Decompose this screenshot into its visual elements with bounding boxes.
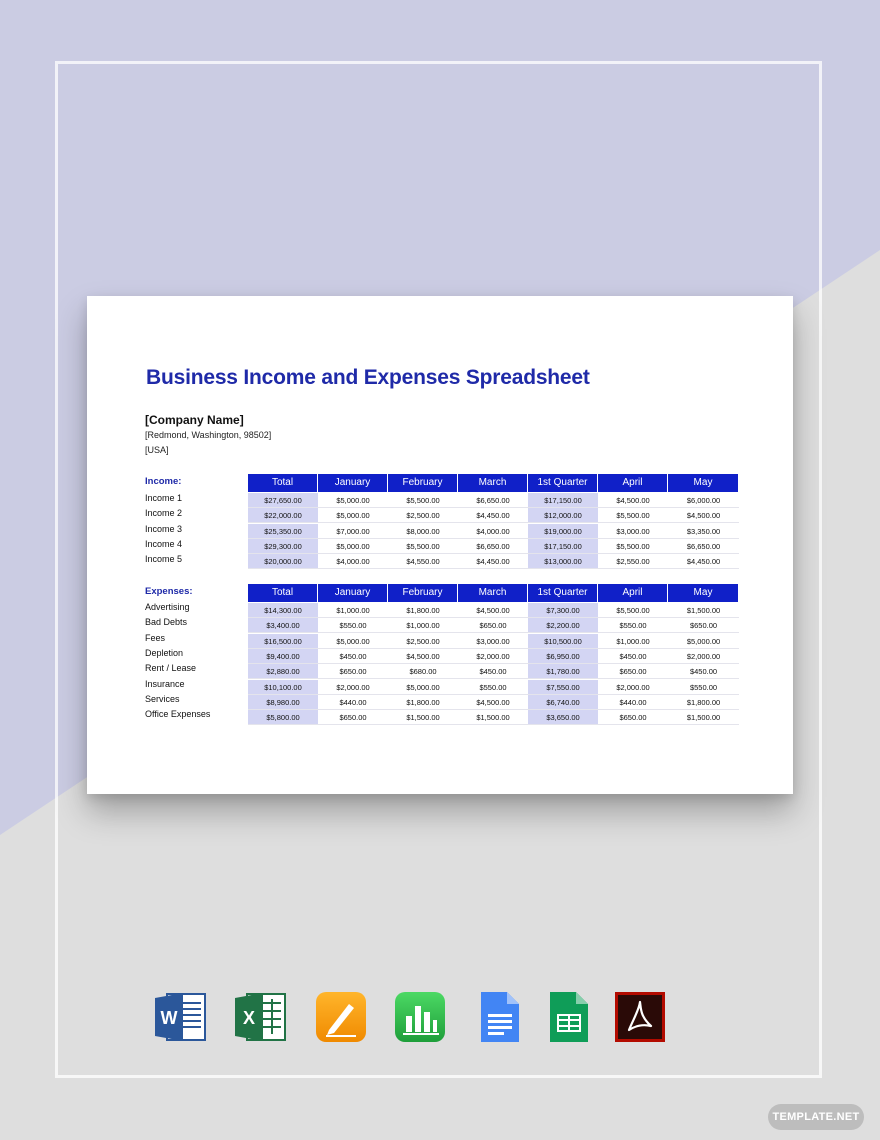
table-cell[interactable]: $3,000.00 xyxy=(458,634,528,649)
table-cell[interactable]: $16,500.00 xyxy=(248,634,318,649)
google-docs-icon[interactable] xyxy=(473,990,527,1044)
table-cell[interactable]: $6,950.00 xyxy=(528,649,598,664)
table-cell[interactable]: $650.00 xyxy=(668,618,739,633)
pdf-icon[interactable] xyxy=(613,990,667,1044)
table-cell[interactable]: $6,000.00 xyxy=(668,493,739,508)
column-header: March xyxy=(458,584,528,602)
column-header: 1st Quarter xyxy=(528,474,598,492)
table-cell[interactable]: $1,800.00 xyxy=(668,695,739,710)
table-cell[interactable]: $5,500.00 xyxy=(598,603,668,618)
table-cell[interactable]: $19,000.00 xyxy=(528,524,598,539)
table-cell[interactable]: $7,000.00 xyxy=(318,524,388,539)
table-cell[interactable]: $440.00 xyxy=(598,695,668,710)
column-header: February xyxy=(388,584,458,602)
google-sheets-icon[interactable] xyxy=(542,990,596,1044)
table-cell[interactable]: $17,150.00 xyxy=(528,539,598,554)
table-cell[interactable]: $4,500.00 xyxy=(458,603,528,618)
table-cell[interactable]: $2,000.00 xyxy=(458,649,528,664)
expenses-row-label: Fees xyxy=(145,632,166,643)
table-cell[interactable]: $4,450.00 xyxy=(458,554,528,569)
table-cell[interactable]: $440.00 xyxy=(318,695,388,710)
table-cell[interactable]: $650.00 xyxy=(318,710,388,725)
table-cell[interactable]: $4,000.00 xyxy=(318,554,388,569)
table-cell[interactable]: $4,450.00 xyxy=(668,554,739,569)
table-cell[interactable]: $3,350.00 xyxy=(668,524,739,539)
table-cell[interactable]: $550.00 xyxy=(458,680,528,695)
table-cell[interactable]: $13,000.00 xyxy=(528,554,598,569)
spreadsheet-page xyxy=(87,296,793,794)
table-cell[interactable]: $17,150.00 xyxy=(528,493,598,508)
table-cell[interactable]: $1,780.00 xyxy=(528,664,598,679)
table-cell[interactable]: $4,500.00 xyxy=(388,649,458,664)
table-cell[interactable]: $1,500.00 xyxy=(458,710,528,725)
table-cell[interactable]: $12,000.00 xyxy=(528,508,598,523)
table-cell[interactable]: $4,500.00 xyxy=(598,493,668,508)
document-title: Business Income and Expenses Spreadsheet xyxy=(146,366,590,389)
table-cell[interactable]: $20,000.00 xyxy=(248,554,318,569)
svg-text:X: X xyxy=(242,1008,256,1028)
column-header: Total xyxy=(248,584,318,602)
word-icon[interactable] xyxy=(153,990,207,1044)
table-cell[interactable]: $6,650.00 xyxy=(458,493,528,508)
svg-text:W: W xyxy=(160,1008,178,1028)
column-header: March xyxy=(458,474,528,492)
table-cell[interactable]: $650.00 xyxy=(598,710,668,725)
table-cell[interactable]: $9,400.00 xyxy=(248,649,318,664)
expenses-row-label: Rent / Lease xyxy=(145,663,197,674)
pages-icon[interactable] xyxy=(314,990,368,1044)
table-cell[interactable]: $7,300.00 xyxy=(528,603,598,618)
company-name: [Company Name] xyxy=(145,413,244,427)
table-cell[interactable]: $25,350.00 xyxy=(248,524,318,539)
table-cell[interactable]: $2,550.00 xyxy=(598,554,668,569)
template-net-watermark: TEMPLATE.NET xyxy=(768,1104,864,1130)
table-cell[interactable]: $1,500.00 xyxy=(668,710,739,725)
table-cell[interactable]: $6,650.00 xyxy=(668,539,739,554)
address-line-1: [Redmond, Washington, 98502] xyxy=(145,430,272,440)
column-header: May xyxy=(668,474,739,492)
column-header: April xyxy=(598,584,668,602)
table-cell[interactable]: $5,500.00 xyxy=(598,539,668,554)
expenses-row-label: Services xyxy=(145,693,180,704)
address-line-2: [USA] xyxy=(145,445,169,455)
table-cell[interactable]: $22,000.00 xyxy=(248,508,318,523)
table-cell[interactable]: $2,200.00 xyxy=(528,618,598,633)
expenses-row-label: Depletion xyxy=(145,647,184,658)
table-cell[interactable]: $550.00 xyxy=(668,680,739,695)
table-cell[interactable]: $680.00 xyxy=(388,664,458,679)
table-cell[interactable]: $5,000.00 xyxy=(388,680,458,695)
table-cell[interactable]: $1,000.00 xyxy=(388,618,458,633)
table-cell[interactable]: $5,500.00 xyxy=(388,493,458,508)
table-cell[interactable]: $5,000.00 xyxy=(668,634,739,649)
table-cell[interactable]: $650.00 xyxy=(318,664,388,679)
table-cell[interactable]: $1,000.00 xyxy=(318,603,388,618)
table-cell[interactable]: $1,500.00 xyxy=(388,710,458,725)
table-cell[interactable]: $450.00 xyxy=(598,649,668,664)
table-cell[interactable]: $450.00 xyxy=(458,664,528,679)
table-cell[interactable]: $4,450.00 xyxy=(458,508,528,523)
numbers-icon[interactable] xyxy=(393,990,447,1044)
table-cell[interactable]: $2,500.00 xyxy=(388,508,458,523)
expenses-table xyxy=(248,584,739,724)
table-cell[interactable]: $10,100.00 xyxy=(248,680,318,695)
table-cell[interactable]: $1,000.00 xyxy=(598,634,668,649)
table-cell[interactable]: $2,000.00 xyxy=(668,649,739,664)
table-cell[interactable]: $4,550.00 xyxy=(388,554,458,569)
table-cell[interactable]: $2,500.00 xyxy=(388,634,458,649)
table-cell[interactable]: $1,500.00 xyxy=(668,603,739,618)
table-cell[interactable]: $4,000.00 xyxy=(458,524,528,539)
table-cell[interactable]: $6,650.00 xyxy=(458,539,528,554)
table-cell[interactable]: $5,000.00 xyxy=(318,539,388,554)
table-cell[interactable]: $5,000.00 xyxy=(318,493,388,508)
income-table xyxy=(248,474,739,570)
income-row-label: Income 3 xyxy=(145,523,183,534)
expenses-row-label: Insurance xyxy=(145,678,185,689)
table-cell[interactable]: $6,740.00 xyxy=(528,695,598,710)
income-row-label: Income 5 xyxy=(145,554,183,565)
table-cell[interactable]: $650.00 xyxy=(598,664,668,679)
table-cell[interactable]: $2,000.00 xyxy=(318,680,388,695)
column-header: Total xyxy=(248,474,318,492)
income-row-label: Income 4 xyxy=(145,538,183,549)
table-cell[interactable]: $5,800.00 xyxy=(248,710,318,725)
table-cell[interactable]: $550.00 xyxy=(598,618,668,633)
table-cell[interactable]: $3,400.00 xyxy=(248,618,318,633)
table-cell[interactable]: $2,000.00 xyxy=(598,680,668,695)
income-row-label: Income 2 xyxy=(145,508,183,519)
table-cell[interactable]: $450.00 xyxy=(668,664,739,679)
table-cell[interactable]: $8,000.00 xyxy=(388,524,458,539)
table-cell[interactable]: $3,000.00 xyxy=(598,524,668,539)
excel-icon[interactable] xyxy=(233,990,287,1044)
expenses-row-label: Bad Debts xyxy=(145,617,188,628)
table-cell[interactable]: $4,500.00 xyxy=(458,695,528,710)
table-cell[interactable]: $14,300.00 xyxy=(248,603,318,618)
column-header: May xyxy=(668,584,739,602)
table-cell[interactable]: $550.00 xyxy=(318,618,388,633)
column-header: January xyxy=(318,474,388,492)
table-cell[interactable]: $4,500.00 xyxy=(668,508,739,523)
table-cell[interactable]: $7,550.00 xyxy=(528,680,598,695)
table-cell[interactable]: $5,500.00 xyxy=(388,539,458,554)
table-cell[interactable]: $27,650.00 xyxy=(248,493,318,508)
table-cell[interactable]: $450.00 xyxy=(318,649,388,664)
expenses-row-label: Advertising xyxy=(145,602,190,612)
format-icons xyxy=(0,990,880,1046)
table-cell[interactable]: $2,880.00 xyxy=(248,664,318,679)
expenses-section-label: Expenses: xyxy=(145,586,193,597)
column-header: 1st Quarter xyxy=(528,584,598,602)
table-cell[interactable]: $1,800.00 xyxy=(388,695,458,710)
table-cell[interactable]: $1,800.00 xyxy=(388,603,458,618)
table-cell[interactable]: $5,000.00 xyxy=(318,508,388,523)
column-header: January xyxy=(318,584,388,602)
table-cell[interactable]: $5,000.00 xyxy=(318,634,388,649)
table-cell[interactable]: $3,650.00 xyxy=(528,710,598,725)
table-cell[interactable]: $10,500.00 xyxy=(528,634,598,649)
table-cell[interactable]: $29,300.00 xyxy=(248,539,318,554)
column-header: February xyxy=(388,474,458,492)
income-row-label: Income 1 xyxy=(145,493,183,503)
expenses-row-label: Office Expenses xyxy=(145,709,211,720)
table-cell[interactable]: $8,980.00 xyxy=(248,695,318,710)
table-cell[interactable]: $5,500.00 xyxy=(598,508,668,523)
table-cell[interactable]: $650.00 xyxy=(458,618,528,633)
income-section-label: Income: xyxy=(145,476,182,487)
column-header: April xyxy=(598,474,668,492)
